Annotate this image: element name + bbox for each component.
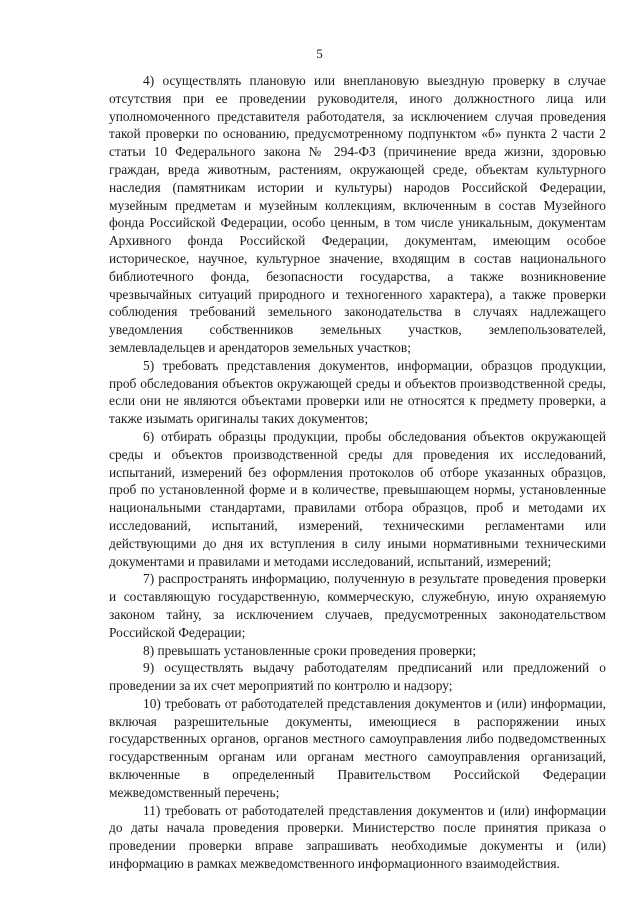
list-item-8: 8) превышать установленные сроки проведения проверки; bbox=[143, 642, 477, 658]
list-item-11: 11) требовать от работодателей представления документов и (или) информации до даты начала проведения проверки. Министерство после принятия приказа о проведении проверки вправе запрашивать необходимые документы и (или) информацию в рамках межведомственного информационного взаимодействия. bbox=[109, 802, 606, 872]
list-item-4: 4) осуществлять плановую или внеплановую выездную проверку в случае отсутствия при ее проведении руководителя, иного должностного лица или уполномоченного представителя работодателя, за исключением случая проведения такой проверки по основанию, предусмотренному подпунктом «б» пункта 2 части 2 статьи 10 Федерального закона № 294-ФЗ (причинение вреда жизни, здоровью граждан, вреда животным, растениям, окружающей среде, объектам культурного наследия (памятникам истории и культуры) народов Российской Федерации, музейным предметам и музейным коллекциям, включенным в состав Музейного фонда Российской Федерации, особо ценным, в том числе уникальным, документам Архивного фонда Российской Федерации, документам, имеющим особое историческое, научное, культурное значение, входящим в состав национального библиотечного фонда, безопасности государства, а также возникновение чрезвычайных ситуаций природного и техногенного характера), а также проверки соблюдения требований земельного законодательства в случаях надлежащего уведомления собственников земельных участков, землепользователей, землевладельцев и арендаторов земельных участков; bbox=[109, 73, 606, 355]
list-item-6: 6) отбирать образцы продукции, пробы обследования объектов окружающей среды и объектов производственной среды для проведения их исследований, испытаний, измерений без оформления протоколов об отборе указанных образцов, проб по установленной форме и в количестве, превышающем нормы, установленные национальными стандартами, правилами отбора образцов, проб и методами их исследований, испытаний, измерений, техническими регламентами или действующими до дня их вступления в силу иными нормативными техническими документами и правилами и методами исследований, испытаний, измерений; bbox=[109, 428, 606, 569]
list-item-7: 7) распространять информацию, полученную в результате проведения проверки и составляющую государственную, коммерческую, служебную, иную охраняемую законом тайну, за исключением случаев, предусмотренных законодательством Российской Федерации; bbox=[109, 571, 606, 640]
list-item-9: 9) осуществлять выдачу работодателям предписаний или предложений о проведении за их счет мероприятий по контролю и надзору; bbox=[109, 660, 606, 694]
page-number: 5 bbox=[316, 46, 323, 61]
document-body bbox=[109, 72, 606, 873]
list-item-10: 10) требовать от работодателей представления документов и (или) информации, включая разрешительные документы, имеющиеся в распоряжении иных государственных органов, органов местного самоуправления либо подведомственных государственным органам или органам местного самоуправления организаций, включенные в определенный Правительством Российской Федерации межведомственный перечень; bbox=[109, 695, 606, 800]
list-item-5: 5) требовать представления документов, информации, образцов продукции, проб обследования объектов окружающей среды и объектов производственной среды, если они не являются объектами проверки или не относятся к предмету проверки, а также изымать оригиналы таких документов; bbox=[109, 357, 606, 427]
